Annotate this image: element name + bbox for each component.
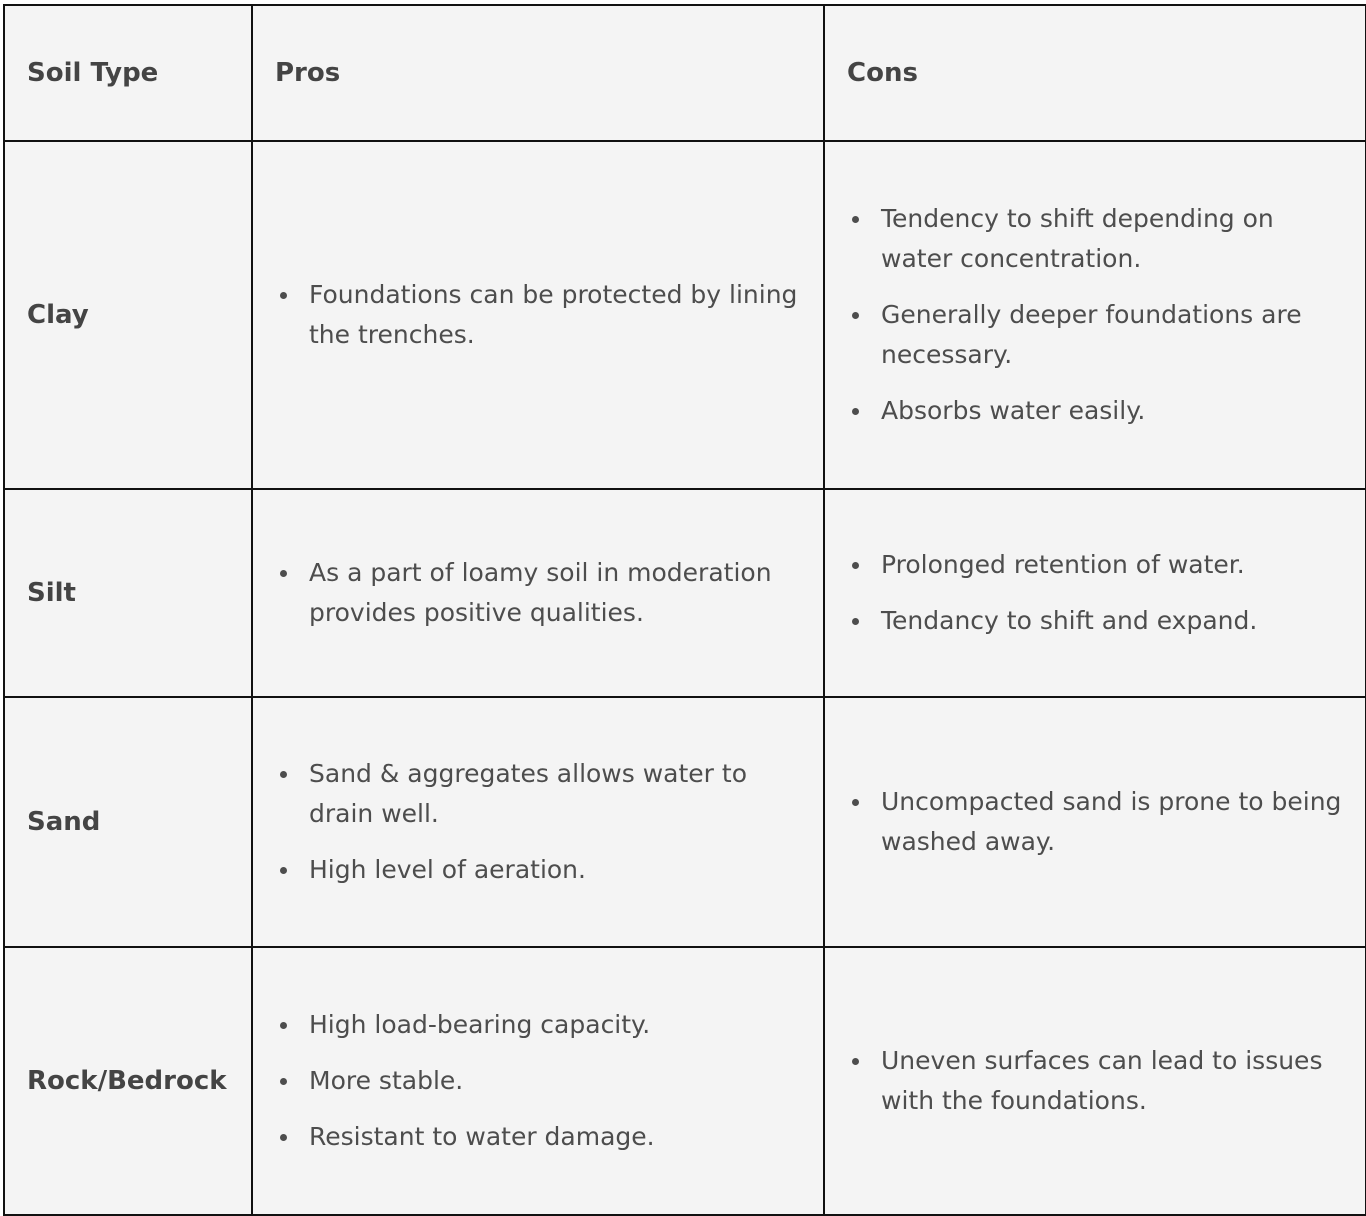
cons-item: Absorbs water easily. (881, 391, 1343, 431)
soil-type-cell: Sand (4, 697, 252, 947)
pros-list (275, 754, 801, 890)
cons-item: Generally deeper foundations are necessary. (881, 295, 1343, 375)
pros-item: Resistant to water damage. (309, 1117, 801, 1157)
pros-item: High load-bearing capacity. (309, 1005, 801, 1045)
cons-list (847, 545, 1343, 641)
table-header (4, 5, 1366, 141)
pros-list (275, 275, 801, 355)
pros-cell (252, 141, 824, 489)
pros-cell (252, 489, 824, 697)
cons-cell (824, 697, 1366, 947)
pros-item: Sand & aggregates allows water to drain well. (309, 754, 801, 834)
pros-cell (252, 697, 824, 947)
pros-item: High level of aeration. (309, 850, 801, 890)
table-row (4, 141, 1366, 489)
cons-cell (824, 947, 1366, 1215)
cons-item: Tendency to shift depending on water concentration. (881, 199, 1343, 279)
soil-type-cell: Clay (4, 141, 252, 489)
pros-item: Foundations can be protected by lining the trenches. (309, 275, 801, 355)
table-row (4, 697, 1366, 947)
table-row (4, 489, 1366, 697)
pros-cell (252, 947, 824, 1215)
cons-list (847, 199, 1343, 431)
header-row (4, 5, 1366, 141)
pros-list (275, 1005, 801, 1157)
cons-item: Uneven surfaces can lead to issues with the foundations. (881, 1041, 1343, 1121)
header-soil-type: Soil Type (4, 5, 252, 141)
cons-item: Tendancy to shift and expand. (881, 601, 1343, 641)
header-pros: Pros (252, 5, 824, 141)
pros-item: More stable. (309, 1061, 801, 1101)
soil-type-cell: Rock/Bedrock (4, 947, 252, 1215)
cons-cell (824, 489, 1366, 697)
cons-cell (824, 141, 1366, 489)
cons-item: Prolonged retention of water. (881, 545, 1343, 585)
pros-list (275, 553, 801, 633)
cons-item: Uncompacted sand is prone to being washed away. (881, 782, 1343, 862)
cons-list (847, 1041, 1343, 1121)
soil-type-cell: Silt (4, 489, 252, 697)
cons-list (847, 782, 1343, 862)
header-cons: Cons (824, 5, 1366, 141)
table-body (4, 141, 1366, 1215)
pros-item: As a part of loamy soil in moderation provides positive qualities. (309, 553, 801, 633)
table-row (4, 947, 1366, 1215)
soil-comparison-table (3, 4, 1366, 1216)
